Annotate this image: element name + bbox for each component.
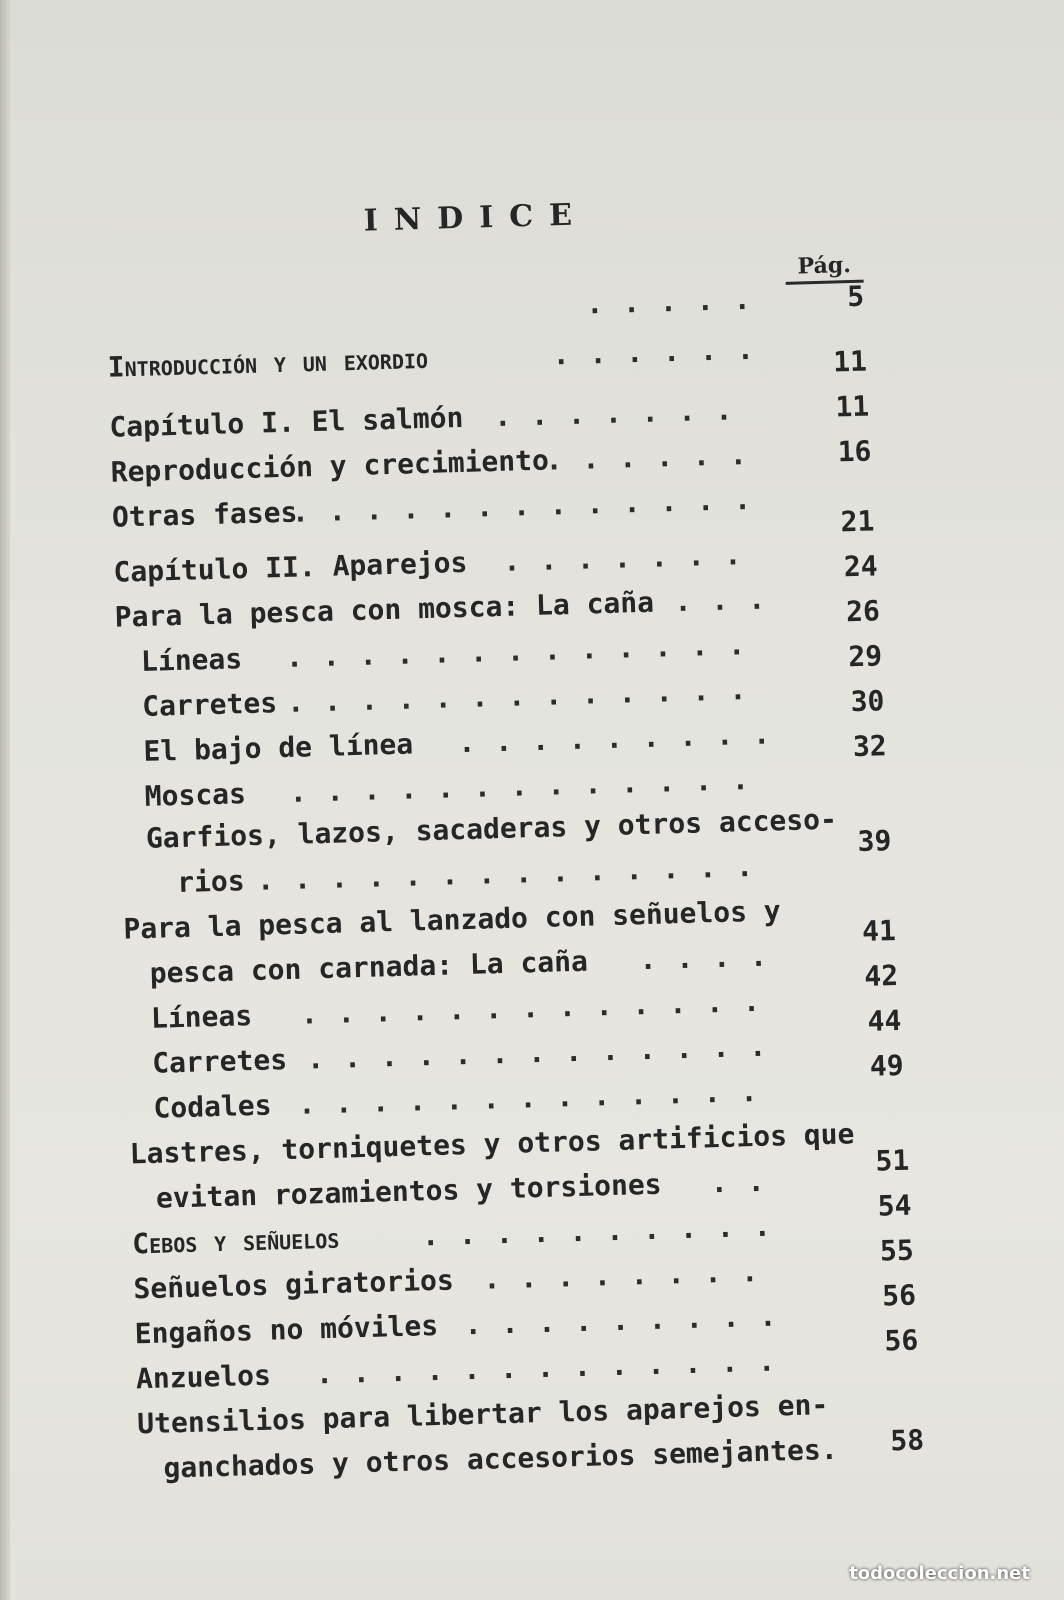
page-column-header: Pág. <box>785 252 864 285</box>
entry-title: Moscas <box>144 777 247 813</box>
entry-title: Lastres, torniquetes y otros artificios que <box>129 1117 855 1171</box>
dot-leader: ............. <box>289 762 770 809</box>
entry-title: Engaños no móviles <box>134 1308 439 1351</box>
entry-title: Capítulo II. Aparejos <box>113 545 468 589</box>
entry-title: Codales <box>153 1088 272 1125</box>
entry-page-number: 24 <box>843 549 879 584</box>
entry-title: Introducción y un exordio <box>107 341 429 384</box>
entry-page-number: 44 <box>867 1003 902 1038</box>
entry-page-number: 30 <box>850 684 885 719</box>
entry-title: rios <box>176 864 246 900</box>
dot-leader: ............. <box>291 482 772 529</box>
dot-leader: ..... <box>585 282 771 321</box>
entry-page-number: 58 <box>889 1423 925 1458</box>
entry-page-number: 11 <box>834 389 870 424</box>
dot-leader: ............. <box>315 1343 796 1391</box>
entry-title: evitan rozamientos y torsiones <box>155 1167 662 1215</box>
entry-page-number: 21 <box>840 504 875 539</box>
entry-title: Para la pesca al lanzado con señuelos y <box>122 894 782 946</box>
dot-leader: ........ <box>482 1254 779 1296</box>
dot-leader: ......... <box>457 716 791 760</box>
entry-title: Reproducción y crecimiento <box>110 443 550 489</box>
entry-title: Utensilios para libertar los aparejos en- <box>136 1388 829 1441</box>
dot-leader: ......... <box>464 1298 797 1342</box>
entry-page-number: 42 <box>863 958 899 993</box>
dot-leader: ............. <box>286 672 767 719</box>
dot-leader: ............. <box>285 627 766 674</box>
entry-title: Líneas <box>150 999 253 1035</box>
page-title: INDICE <box>363 197 589 239</box>
entry-title: ganchados y otros accesorios semejantes. <box>163 1432 839 1485</box>
entry-title: Garfios, lazos, sacaderas y otros acceso- <box>145 802 838 855</box>
entry-page-number: 55 <box>879 1233 915 1268</box>
entry-title: Señuelos giratorios <box>133 1263 455 1306</box>
entry-page-number: 32 <box>852 729 888 764</box>
dot-leader: ....... <box>493 392 753 434</box>
entry-title: Otras fases <box>111 495 298 534</box>
entry-page-number: 5 <box>846 279 865 314</box>
entry-page-number: 11 <box>832 344 868 379</box>
entry-title: Líneas <box>140 642 243 678</box>
dot-leader: ... <box>674 581 786 619</box>
entry-page-number: 41 <box>861 914 897 948</box>
dot-leader: ............. <box>300 984 781 1031</box>
dot-leader: .......... <box>421 1209 792 1253</box>
dot-leader: ............. <box>306 1029 787 1076</box>
entry-page-number: 16 <box>837 434 872 469</box>
entry-page-number: 54 <box>877 1188 912 1223</box>
entry-title: pesca con carnada: La caña <box>149 944 589 990</box>
entry-page-number: 49 <box>869 1048 905 1083</box>
entry-title: El bajo de línea <box>143 727 414 768</box>
entry-page-number: 29 <box>847 639 883 674</box>
entry-page-number: 56 <box>881 1278 917 1313</box>
dot-leader: .............. <box>256 849 774 897</box>
dot-leader: ....... <box>502 537 762 578</box>
entry-page-number: 26 <box>845 594 881 629</box>
entry-title: Cebos y señuelos <box>131 1221 340 1261</box>
entry-page-number: 56 <box>884 1323 919 1358</box>
entry-title: Carretes <box>151 1043 288 1080</box>
entry-title: Capítulo I. El salmón <box>108 400 464 444</box>
dot-leader: .... <box>639 939 788 977</box>
entry-title: Anzuelos <box>135 1358 272 1396</box>
watermark: todocoleccion.net <box>849 1563 1030 1584</box>
dot-leader: .. <box>710 1164 785 1200</box>
entry-title: Para la pesca con mosca: La caña <box>114 585 655 634</box>
dot-leader: ...... <box>545 437 768 477</box>
entry-page-number: 39 <box>857 824 892 859</box>
entry-page-number: 51 <box>875 1143 910 1178</box>
dot-leader: ...... <box>552 332 775 372</box>
entry-title: Carretes <box>141 686 278 723</box>
dot-leader: ............. <box>297 1074 778 1121</box>
